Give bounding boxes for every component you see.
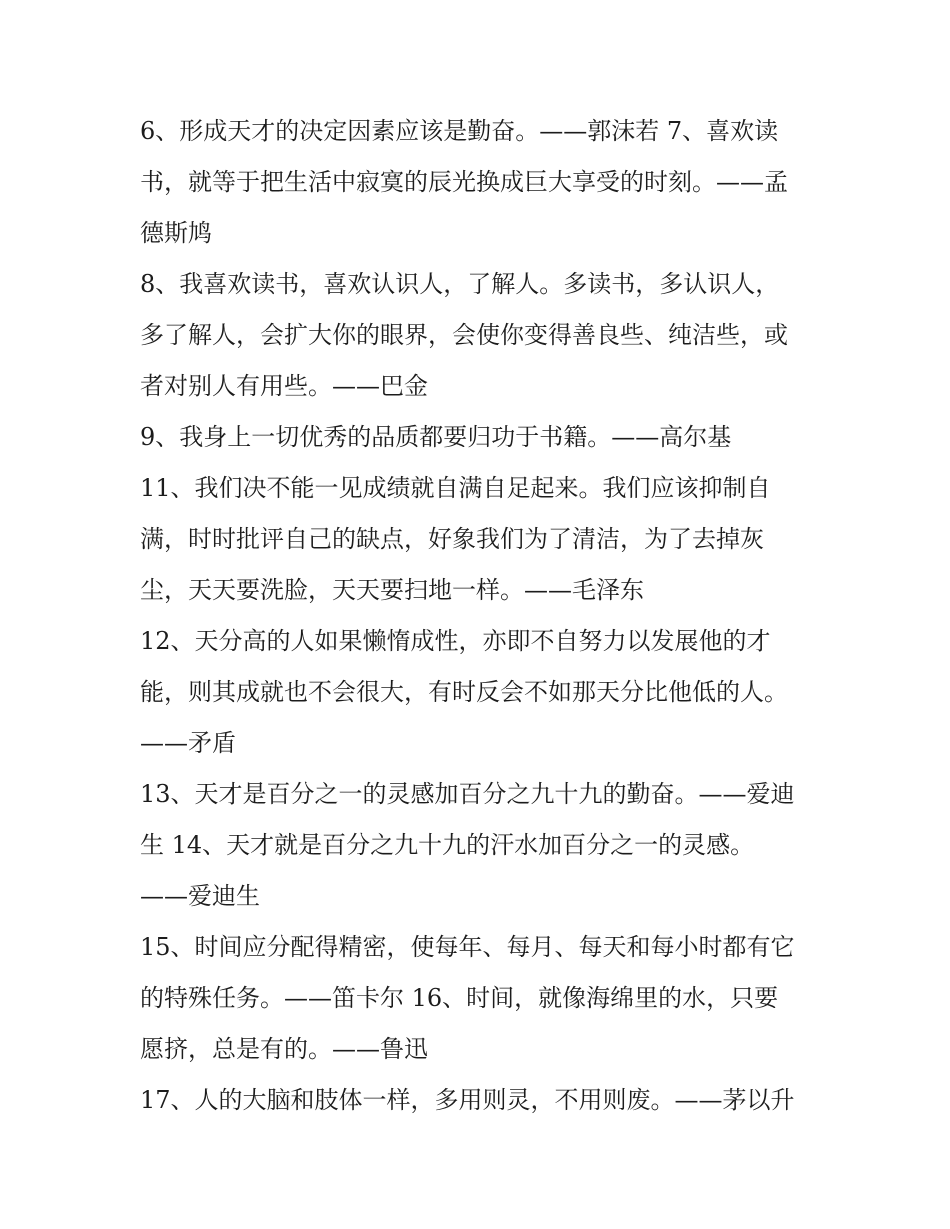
text-line: 多了解人，会扩大你的眼界，会使你变得善良些、纯洁些，或 (140, 321, 788, 349)
text-line: 满，时时批评自己的缺点，好象我们为了清洁，为了去掉灰 (140, 525, 764, 553)
text-line: 生 14、天才就是百分之九十九的汗水加百分之一的灵感。 (140, 831, 755, 859)
text-line: 8、我喜欢读书，喜欢认识人，了解人。多读书，多认识人， (140, 270, 780, 298)
text-line: 愿挤，总是有的。——鲁迅 (140, 1035, 428, 1063)
text-line: 德斯鸠 (140, 219, 212, 247)
text-line: 15、时间应分配得精密，使每年、每月、每天和每小时都有它 (140, 933, 795, 961)
text-line: 13、天才是百分之一的灵感加百分之九十九的勤奋。——爱迪 (140, 780, 795, 808)
text-line: 尘，天天要洗脸，天天要扫地一样。——毛泽东 (140, 576, 644, 604)
text-line: 9、我身上一切优秀的品质都要归功于书籍。——高尔基 (140, 423, 732, 451)
text-line: 11、我们决不能一见成绩就自满自足起来。我们应该抑制自 (140, 474, 771, 502)
quote-text-block (140, 106, 820, 1126)
text-line: 者对别人有用些。——巴金 (140, 372, 428, 400)
text-line: 17、人的大脑和肢体一样，多用则灵，不用则废。——茅以升 (140, 1086, 795, 1114)
text-line: 能，则其成就也不会很大，有时反会不如那天分比他低的人。 (140, 678, 788, 706)
text-line: ——爱迪生 (140, 882, 260, 910)
text-line: 6、形成天才的决定因素应该是勤奋。——郭沫若 7、喜欢读 (140, 117, 779, 145)
text-line: 12、天分高的人如果懒惰成性，亦即不自努力以发展他的才 (140, 627, 771, 655)
text-line: 书，就等于把生活中寂寞的辰光换成巨大享受的时刻。——孟 (140, 168, 788, 196)
text-line: ——矛盾 (140, 729, 236, 757)
text-line: 的特殊任务。——笛卡尔 16、时间，就像海绵里的水，只要 (140, 984, 779, 1012)
